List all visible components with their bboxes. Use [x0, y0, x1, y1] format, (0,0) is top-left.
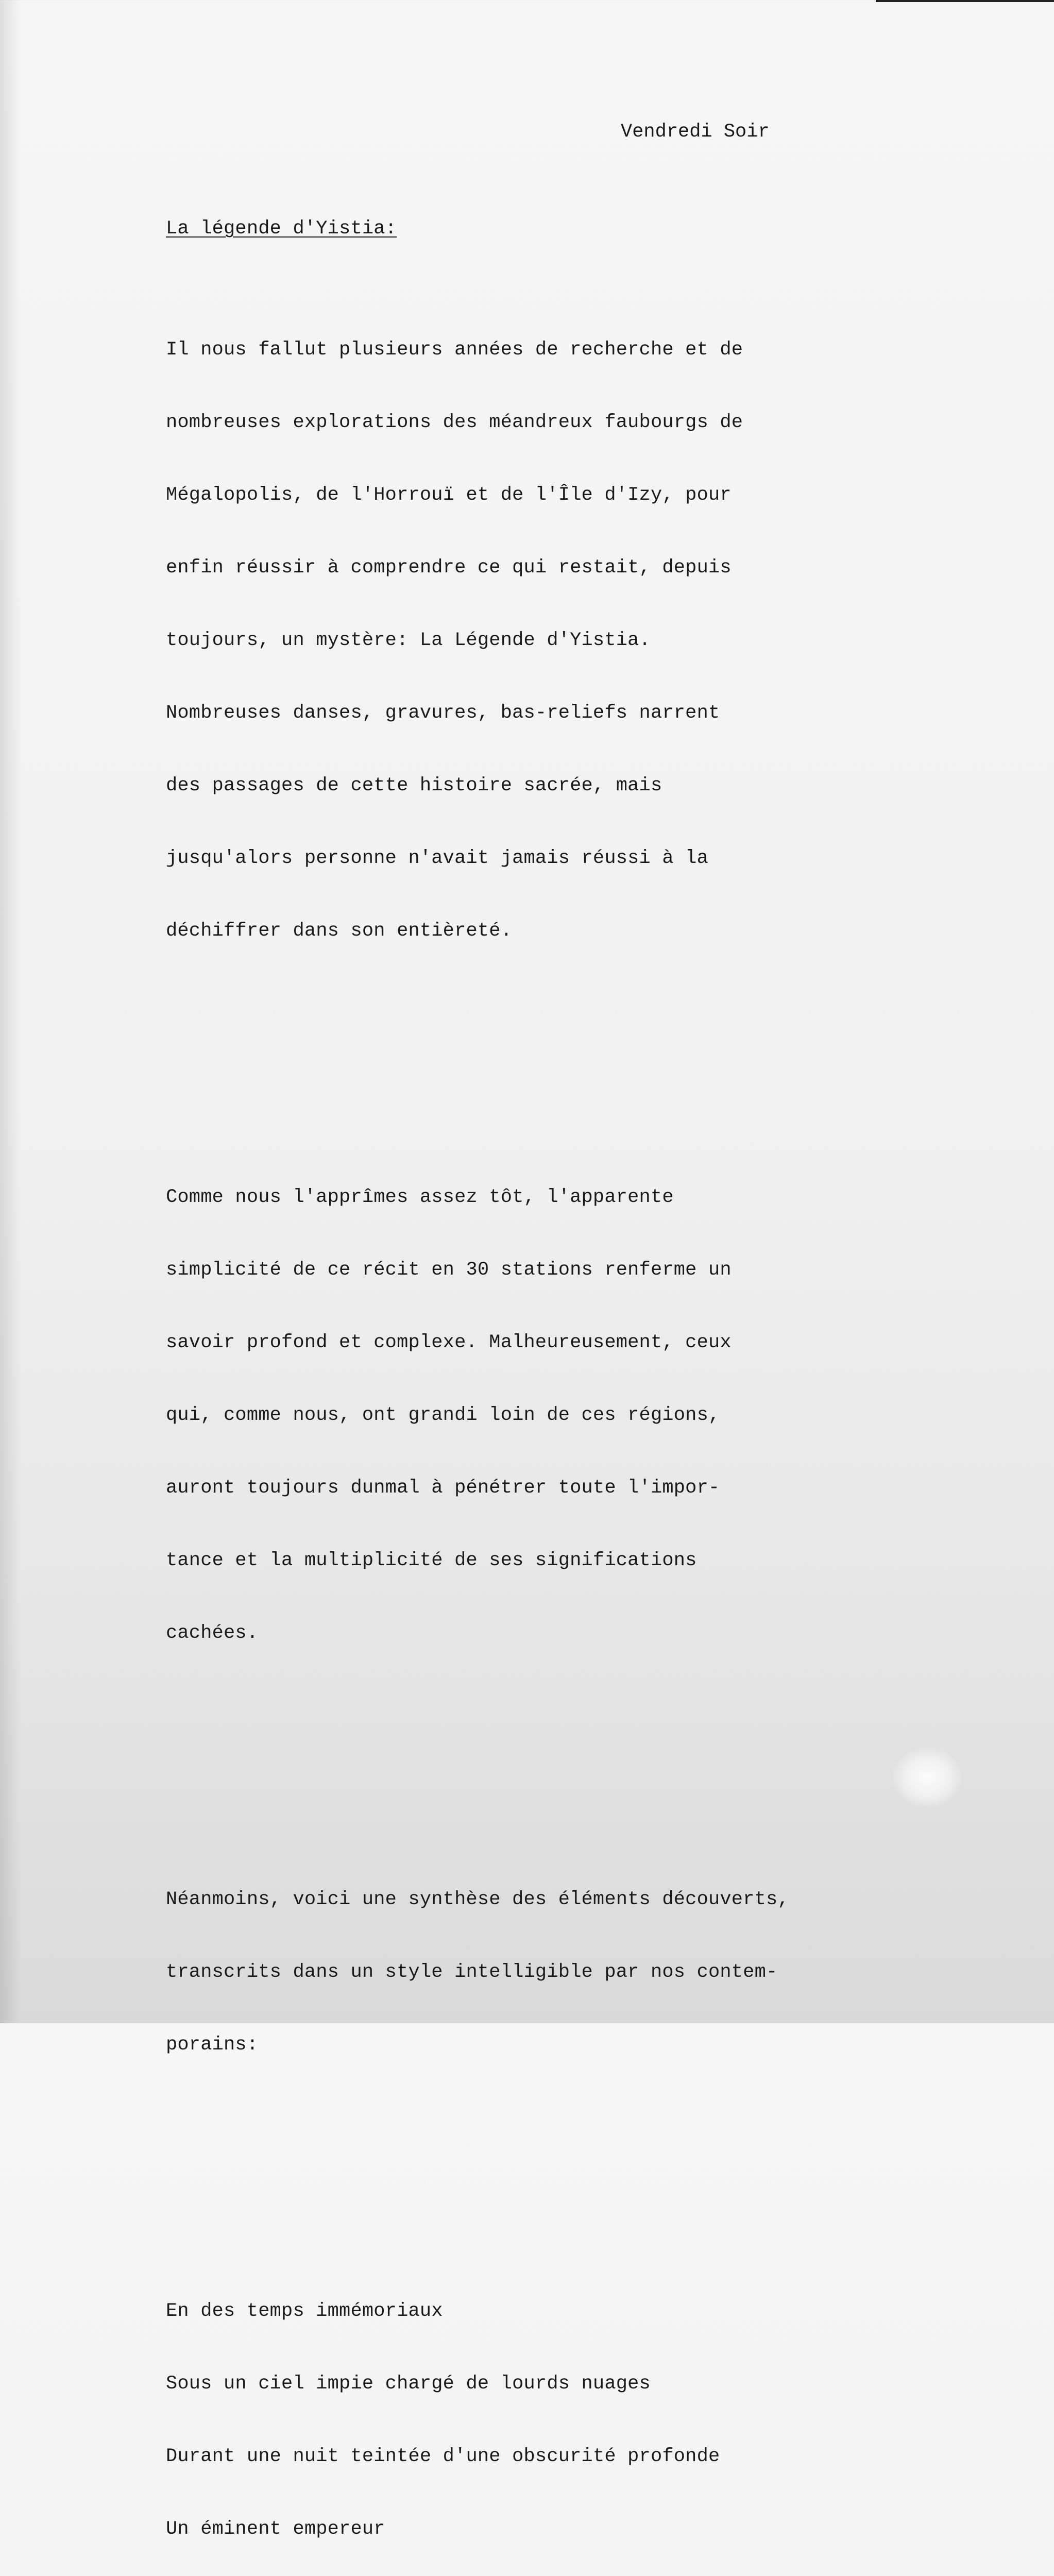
verse-line: Un éminent empereur: [166, 2518, 385, 2540]
text-line: toujours, un mystère: La Légende d'Yistia.: [166, 630, 651, 651]
text-line: des passages de cette histoire sacrée, mais: [166, 775, 662, 796]
paragraph-gap: [166, 1040, 1042, 1064]
text-line: Nombreuses danses, gravures, bas-reliefs narrent: [166, 702, 720, 724]
verse-line: Sous un ciel impie chargé de lourds nuages: [166, 2373, 651, 2395]
paragraph-3: [166, 1839, 1042, 2106]
paper-smudge: [891, 1747, 963, 1808]
paragraph-gap: [166, 2154, 1042, 2178]
text-line: déchiffrer dans son entièreté.: [166, 920, 513, 942]
text-line: auront toujours dunmal à pénétrer toute l'impor-: [166, 1477, 720, 1499]
dateline: Vendredi Soir: [621, 121, 770, 143]
page-top-edge: [876, 0, 1054, 2]
verse-line: En des temps immémoriaux: [166, 2300, 443, 2322]
text-line: cachées.: [166, 1622, 259, 1644]
text-line: enfin réussir à comprendre ce qui restait, depuis: [166, 557, 732, 579]
text-line: tance et la multiplicité de ses significations: [166, 1550, 697, 1571]
text-line: nombreuses explorations des méandreux faubourgs de: [166, 412, 743, 433]
page-edge-shadow: [0, 0, 21, 2023]
text-line: Mégalopolis, de l'Horrouï et de l'Île d'Izy, pour: [166, 484, 732, 506]
text-line: Néanmoins, voici une synthèse des éléments découverts,: [166, 1889, 789, 1910]
paragraph-2: [166, 1137, 1042, 1694]
text-line: simplicité de ce récit en 30 stations renferme un: [166, 1259, 732, 1281]
stanza-1: [166, 2251, 1042, 2576]
text-line: porains:: [166, 2034, 259, 2056]
text-line: Comme nous l'apprîmes assez tôt, l'apparente: [166, 1187, 674, 1208]
verse-line: Durant une nuit teintée d'une obscurité profonde: [166, 2446, 720, 2467]
intro-paragraph: [166, 290, 1042, 992]
text-line: qui, comme nous, ont grandi loin de ces régions,: [166, 1404, 720, 1426]
document-body: [166, 168, 1042, 2576]
document-title: La légende d'Yistia:: [166, 218, 397, 240]
text-line: jusqu'alors personne n'avait jamais réussi à la: [166, 848, 708, 869]
text-line: transcrits dans un style intelligible par nos contem-: [166, 1961, 778, 1983]
text-line: savoir profond et complexe. Malheureusement, ceux: [166, 1332, 732, 1353]
text-line: Il nous fallut plusieurs années de recherche et de: [166, 339, 743, 361]
